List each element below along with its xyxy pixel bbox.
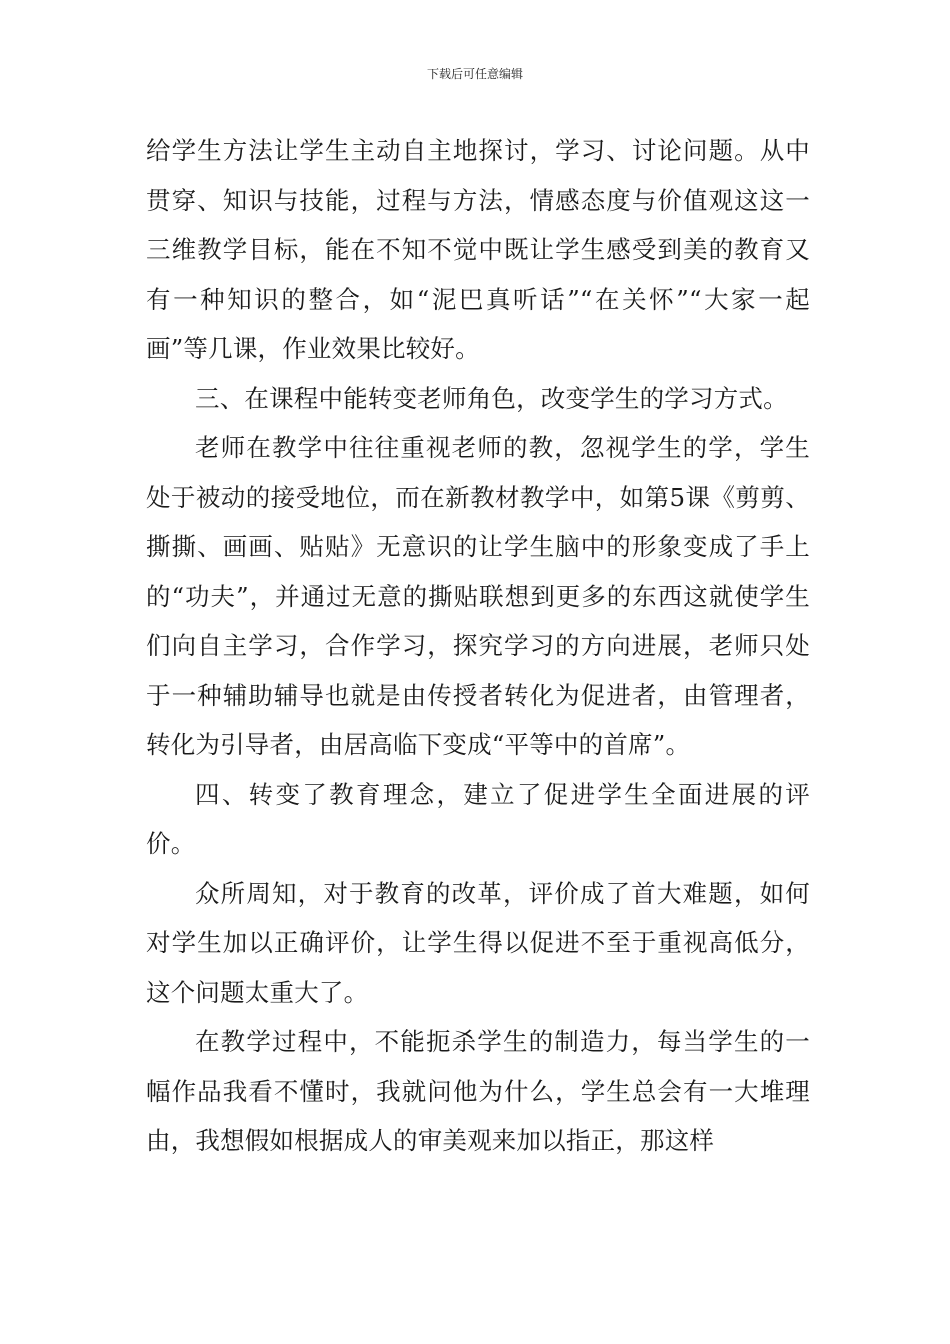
paragraph: 老师在教学中往往重视老师的教，忽视学生的学，学生处于被动的接受地位，而在新教材教学中，如第5课《剪剪、撕撕、画画、贴贴》无意识的让学生脑中的形象变成了手上的“功夫”，并通过无意的撕贴联想到更多的东西这就使学生们向自主学习，合作学习，探究学习的方向进展，老师只处于一种辅助辅导也就是由传授者转化为促进者，由管理者，转化为引导者，由居高临下变成“平等中的首席”。 [146, 433, 810, 759]
paragraph: 给学生方法让学生主动自主地探讨，学习、讨论问题。从中贯穿、知识与技能，过程与方法，情感态度与价值观这这一三维教学目标，能在不知不觉中既让学生感受到美的教育又有一种知识的整合，如“泥巴真听话”“在关怀”“大家一起画”等几课，作业效果比较好。 [146, 136, 810, 363]
section-heading: 四、转变了教育理念，建立了促进学生全面进展的评价。 [146, 779, 810, 858]
paragraph: 在教学过程中，不能扼杀学生的制造力，每当学生的一幅作品我看不懂时，我就问他为什么，学生总会有一大堆理由，我想假如根据成人的审美观来加以指正，那这样 [146, 1027, 810, 1155]
paragraph: 众所周知，对于教育的改革，评价成了首大难题，如何对学生加以正确评价，让学生得以促进不至于重视高低分，这个问题太重大了。 [146, 878, 810, 1007]
document-body [146, 126, 810, 1166]
section-heading: 三、在课程中能转变老师角色，改变学生的学习方式。 [195, 383, 788, 413]
page-header: 下载后可任意编辑 [426, 67, 523, 81]
